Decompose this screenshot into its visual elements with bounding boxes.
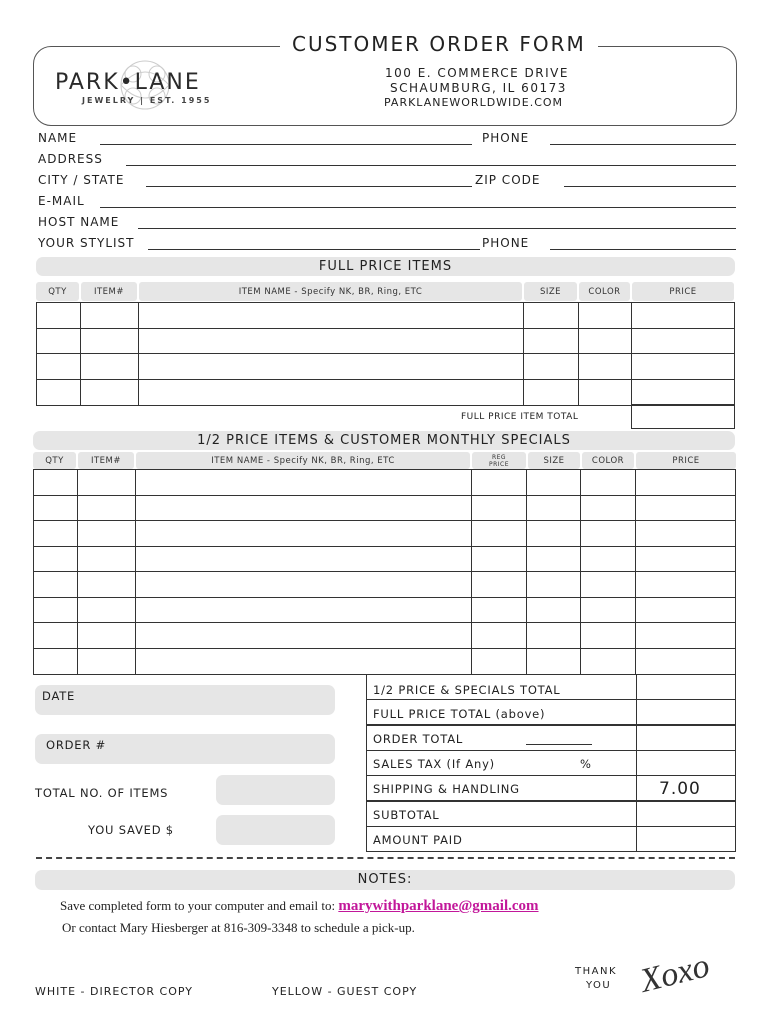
half-price-total-value-cell[interactable] xyxy=(636,674,736,700)
logo-tagline: JEWELRY | EST. 1955 xyxy=(82,96,212,105)
fp-row3-size-cell[interactable] xyxy=(523,353,579,380)
fp-row3-item-number-cell[interactable] xyxy=(80,353,139,380)
form-title: CUSTOMER ORDER FORM xyxy=(280,32,598,56)
subtotal-label: SUBTOTAL xyxy=(373,808,440,822)
you-saved-field[interactable] xyxy=(216,815,335,845)
you-saved-label: YOU SAVED $ xyxy=(88,823,174,837)
email-label: E-MAIL xyxy=(38,194,85,208)
fp-row4-price-cell[interactable] xyxy=(631,379,735,406)
shipping-value: 7.00 xyxy=(659,779,701,799)
hp-row8-qty-cell[interactable] xyxy=(33,648,78,675)
hp-row8-item-name-cell[interactable] xyxy=(135,648,472,675)
hp-row6-reg-price-cell[interactable] xyxy=(471,597,527,624)
half-price-total-label: 1/2 PRICE & SPECIALS TOTAL xyxy=(373,683,561,697)
hp-row4-item-number-cell[interactable] xyxy=(77,546,136,573)
hp-row8-price-cell[interactable] xyxy=(635,648,736,675)
hp-row2-price-cell[interactable] xyxy=(635,495,736,522)
hp-row3-size-cell[interactable] xyxy=(526,520,581,547)
hp-row4-qty-cell[interactable] xyxy=(33,546,78,573)
stylist-phone-label: PHONE xyxy=(482,236,530,250)
fp-row4-color-cell[interactable] xyxy=(578,379,632,406)
full-price-total-label: FULL PRICE TOTAL (above) xyxy=(373,707,546,721)
hp-row2-reg-price-cell[interactable] xyxy=(471,495,527,522)
full-price-section-title: FULL PRICE ITEMS xyxy=(36,257,735,276)
phone-field[interactable] xyxy=(550,144,736,145)
logo-wordmark: PARK•LANE xyxy=(55,70,201,95)
signature-xoxo: Xoxo xyxy=(636,947,714,1000)
hp-row3-item-name-cell[interactable] xyxy=(135,520,472,547)
fp-row2-size-cell[interactable] xyxy=(523,328,579,355)
hp-row2-color-cell[interactable] xyxy=(580,495,636,522)
hp-row4-item-name-cell[interactable] xyxy=(135,546,472,573)
fp-row4-item-name-cell[interactable] xyxy=(138,379,524,406)
hp-row5-qty-cell[interactable] xyxy=(33,571,78,598)
hp-row7-qty-cell[interactable] xyxy=(33,622,78,649)
host-name-field[interactable] xyxy=(138,228,736,229)
hp-row7-price-cell[interactable] xyxy=(635,622,736,649)
zip-label: ZIP CODE xyxy=(475,173,541,187)
hp-row4-price-cell[interactable] xyxy=(635,546,736,573)
full-price-item-total-field[interactable] xyxy=(631,404,735,429)
hp-header-item-number: ITEM# xyxy=(78,452,134,469)
hp-row1-item-number-cell[interactable] xyxy=(77,469,136,496)
phone-label: PHONE xyxy=(482,131,530,145)
hp-row6-item-number-cell[interactable] xyxy=(77,597,136,624)
fp-row4-size-cell[interactable] xyxy=(523,379,579,406)
hp-row2-size-cell[interactable] xyxy=(526,495,581,522)
stylist-label: YOUR STYLIST xyxy=(38,236,135,250)
fp-row1-color-cell[interactable] xyxy=(578,302,632,329)
zip-field[interactable] xyxy=(564,186,736,187)
hp-header-size: SIZE xyxy=(528,452,580,469)
half-price-section-title: 1/2 PRICE ITEMS & CUSTOMER MONTHLY SPECIALS xyxy=(33,431,735,450)
hp-row8-color-cell[interactable] xyxy=(580,648,636,675)
hp-row3-item-number-cell[interactable] xyxy=(77,520,136,547)
hp-row4-reg-price-cell[interactable] xyxy=(471,546,527,573)
hp-header-price: PRICE xyxy=(636,452,736,469)
white-copy-label: WHITE - DIRECTOR COPY xyxy=(35,985,193,998)
date-field[interactable] xyxy=(35,685,335,715)
email-link[interactable]: marywithparklane@gmail.com xyxy=(338,898,539,914)
city-state-label: CITY / STATE xyxy=(38,173,125,187)
hp-row4-color-cell[interactable] xyxy=(580,546,636,573)
thank-text: THANK xyxy=(575,966,618,977)
fp-row2-item-name-cell[interactable] xyxy=(138,328,524,355)
hp-row6-qty-cell[interactable] xyxy=(33,597,78,624)
hp-row7-reg-price-cell[interactable] xyxy=(471,622,527,649)
sales-tax-percent: % xyxy=(580,757,592,771)
fp-row3-price-cell[interactable] xyxy=(631,353,735,380)
amount-paid-value-cell[interactable] xyxy=(636,826,736,852)
address-field[interactable] xyxy=(126,165,736,166)
full-price-total-value-cell[interactable] xyxy=(636,699,736,725)
hp-row7-item-number-cell[interactable] xyxy=(77,622,136,649)
fp-row2-color-cell[interactable] xyxy=(578,328,632,355)
fp-row3-item-name-cell[interactable] xyxy=(138,353,524,380)
hp-row3-price-cell[interactable] xyxy=(635,520,736,547)
yellow-copy-label: YELLOW - GUEST COPY xyxy=(272,985,418,998)
hp-header-color: COLOR xyxy=(582,452,634,469)
stylist-field[interactable] xyxy=(148,249,480,250)
hp-row4-size-cell[interactable] xyxy=(526,546,581,573)
hp-row1-reg-price-cell[interactable] xyxy=(471,469,527,496)
hp-header-qty: QTY xyxy=(33,452,76,469)
hp-header-item-name: ITEM NAME - Specify NK, BR, Ring, ETC xyxy=(136,452,470,469)
hp-row3-qty-cell[interactable] xyxy=(33,520,78,547)
order-total-underline xyxy=(526,744,592,745)
fp-row4-item-number-cell[interactable] xyxy=(80,379,139,406)
hp-row6-color-cell[interactable] xyxy=(580,597,636,624)
fp-header-item-name: ITEM NAME - Specify NK, BR, Ring, ETC xyxy=(139,282,522,301)
date-label: DATE xyxy=(42,689,76,703)
name-label: NAME xyxy=(38,131,78,145)
notes-line-2: Or contact Mary Hiesberger at 816-309-3348 to schedule a pick-up. xyxy=(62,920,415,935)
fp-row1-size-cell[interactable] xyxy=(523,302,579,329)
fp-header-qty: QTY xyxy=(36,282,79,301)
hp-row5-color-cell[interactable] xyxy=(580,571,636,598)
hp-row1-size-cell[interactable] xyxy=(526,469,581,496)
hp-row1-price-cell[interactable] xyxy=(635,469,736,496)
fp-row2-qty-cell[interactable] xyxy=(36,328,81,355)
email-field[interactable] xyxy=(100,207,736,208)
website: PARKLANEWORLDWIDE.COM xyxy=(384,96,564,109)
sales-tax-value-cell[interactable] xyxy=(636,750,736,776)
fp-row1-item-number-cell[interactable] xyxy=(80,302,139,329)
fp-header-color: COLOR xyxy=(579,282,630,301)
hp-header-reg-price: REG PRICE xyxy=(472,452,526,469)
sales-tax-label: SALES TAX (If Any) xyxy=(373,757,495,771)
you-text: YOU xyxy=(586,980,612,991)
hp-row2-qty-cell[interactable] xyxy=(33,495,78,522)
hp-row5-item-number-cell[interactable] xyxy=(77,571,136,598)
hp-row7-size-cell[interactable] xyxy=(526,622,581,649)
dashed-divider xyxy=(36,857,735,859)
fp-row1-qty-cell[interactable] xyxy=(36,302,81,329)
fp-row2-item-number-cell[interactable] xyxy=(80,328,139,355)
hp-row8-size-cell[interactable] xyxy=(526,648,581,675)
full-price-item-total-label: FULL PRICE ITEM TOTAL xyxy=(461,412,579,422)
hp-row5-price-cell[interactable] xyxy=(635,571,736,598)
subtotal-value-cell[interactable] xyxy=(636,801,736,827)
fp-row1-item-name-cell[interactable] xyxy=(138,302,524,329)
fp-row4-qty-cell[interactable] xyxy=(36,379,81,406)
order-total-value-cell[interactable] xyxy=(636,725,736,751)
hp-row7-item-name-cell[interactable] xyxy=(135,622,472,649)
city-state-field[interactable] xyxy=(146,186,472,187)
hp-row7-color-cell[interactable] xyxy=(580,622,636,649)
fp-header-price: PRICE xyxy=(632,282,734,301)
order-total-label: ORDER TOTAL xyxy=(373,732,464,746)
hp-row6-price-cell[interactable] xyxy=(635,597,736,624)
fp-row3-qty-cell[interactable] xyxy=(36,353,81,380)
notes-line-1-text: Save completed form to your computer and email to: xyxy=(60,898,336,913)
stylist-phone-field[interactable] xyxy=(550,249,736,250)
fp-header-size: SIZE xyxy=(524,282,577,301)
order-number-label: ORDER # xyxy=(46,738,107,752)
fp-row1-price-cell[interactable] xyxy=(631,302,735,329)
hp-row6-size-cell[interactable] xyxy=(526,597,581,624)
hp-row1-item-name-cell[interactable] xyxy=(135,469,472,496)
hp-row3-color-cell[interactable] xyxy=(580,520,636,547)
hp-row6-item-name-cell[interactable] xyxy=(135,597,472,624)
hp-row1-qty-cell[interactable] xyxy=(33,469,78,496)
address-line-2: SCHAUMBURG, IL 60173 xyxy=(390,81,567,95)
fp-row2-price-cell[interactable] xyxy=(631,328,735,355)
fp-header-item-number: ITEM# xyxy=(81,282,137,301)
hp-row5-item-name-cell[interactable] xyxy=(135,571,472,598)
notes-line-1 xyxy=(60,898,539,915)
hp-row2-item-number-cell[interactable] xyxy=(77,495,136,522)
hp-row1-color-cell[interactable] xyxy=(580,469,636,496)
fp-row3-color-cell[interactable] xyxy=(578,353,632,380)
hp-row8-item-number-cell[interactable] xyxy=(77,648,136,675)
address-line-1: 100 E. COMMERCE DRIVE xyxy=(385,66,569,80)
total-items-label: TOTAL NO. OF ITEMS xyxy=(35,786,169,800)
notes-title: NOTES: xyxy=(35,870,735,890)
hp-row5-reg-price-cell[interactable] xyxy=(471,571,527,598)
total-items-field[interactable] xyxy=(216,775,335,805)
hp-row8-reg-price-cell[interactable] xyxy=(471,648,527,675)
address-label: ADDRESS xyxy=(38,152,103,166)
amount-paid-label: AMOUNT PAID xyxy=(373,833,463,847)
hp-row3-reg-price-cell[interactable] xyxy=(471,520,527,547)
hp-row2-item-name-cell[interactable] xyxy=(135,495,472,522)
hp-row5-size-cell[interactable] xyxy=(526,571,581,598)
host-name-label: HOST NAME xyxy=(38,215,120,229)
shipping-label: SHIPPING & HANDLING xyxy=(373,782,520,796)
name-field[interactable] xyxy=(100,144,472,145)
